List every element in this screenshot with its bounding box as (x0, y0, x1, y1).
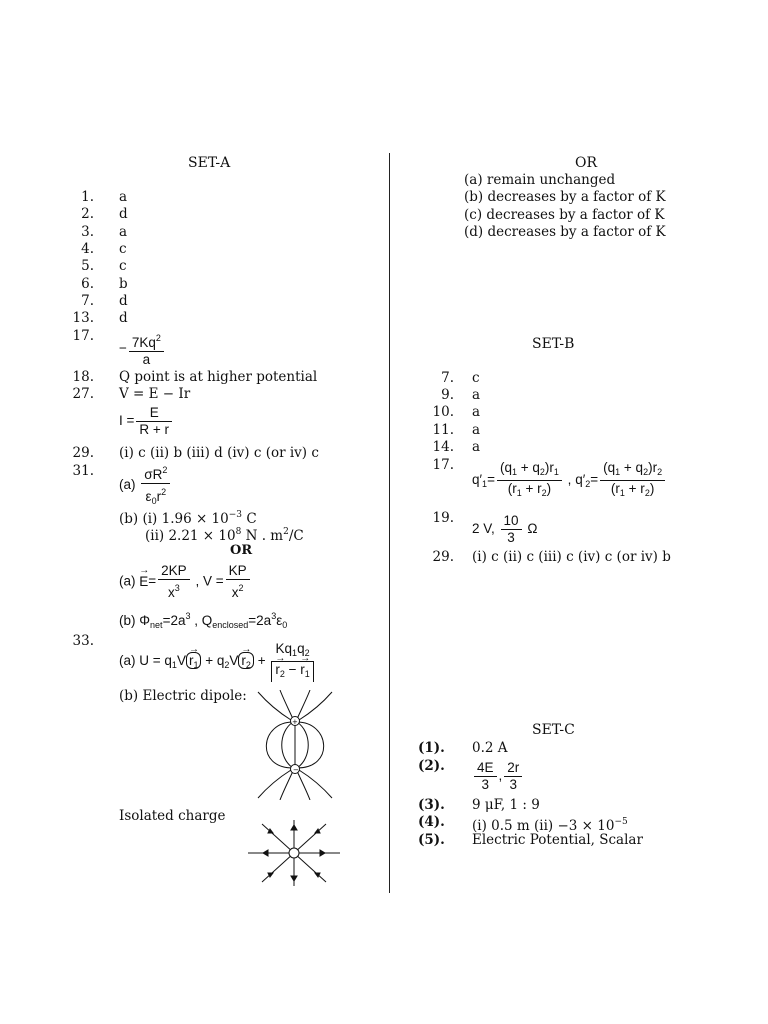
answer: c (472, 370, 480, 386)
answer: a (472, 404, 481, 420)
answer-formula-q31a: (a) $\frac{\sigma R^2}{\varepsilon_0r^2}$ (119, 462, 172, 509)
question-number: 33. (72, 633, 94, 649)
option-a: (a) remain unchanged (464, 172, 616, 188)
question-number: 7. (81, 293, 94, 309)
answer: c (119, 258, 127, 274)
answer-text: (i) c (ii) b (iii) d (iv) c (or iv) c (119, 445, 319, 461)
item-number: (1). (418, 740, 445, 756)
answer-formula-q31-or-b: (b) $\Phi_{net}=2a^3$ , $Q_{enclosed}=2a^3\varepsilon_0$ (119, 611, 288, 630)
answer-text: Electric Potential, Scalar (472, 832, 643, 848)
isolated-charge-diagram (248, 820, 340, 886)
answer: d (119, 206, 128, 222)
answer: a (119, 224, 128, 240)
question-number: 31. (72, 463, 94, 479)
item-number: (5). (418, 832, 445, 848)
set-a-title: SET-A (188, 155, 231, 171)
answer: c (119, 241, 127, 257)
answer-formula-setb-q17: $q'_1=$ $\frac{(q_1 + q_2)r_1}{(r_1 + r_2)}$ , $q'_2=$ $\frac{(q_1 + q_2)r_2}{(r_1 + r_2)}$ (472, 460, 667, 501)
answer-text: (i) 0.5 m $(ii) -3 \times 10^{-5}$ (472, 817, 628, 834)
question-number: 5. (81, 258, 94, 274)
question-number: 10. (432, 404, 454, 420)
question-number: 19. (432, 510, 454, 526)
question-number: 29. (72, 445, 94, 461)
answer: a (472, 439, 481, 455)
answer-formula-setc-2: $\frac{4E}{3}$ , $\frac{2r}{3}$ (472, 760, 524, 793)
answer-q31b-i: (b) (i) $1.96 \times 10^{-3}$ C (119, 510, 257, 527)
question-number: 17. (432, 457, 454, 473)
item-number: (4). (418, 814, 445, 830)
answer-text: 0.2 A (472, 740, 508, 756)
answer-formula-q27-line2: I = $\frac{E}{R + r}$ (119, 405, 174, 438)
answer-q33b-label: (b) Electric dipole: (119, 688, 247, 704)
or-label: OR (230, 543, 253, 558)
answer-formula-q33a: (a) $U = q_1V\to r_1 + q_2V\to r_2$ + $Kq_1q_2$ → $r_2$ − → $r_1$ (119, 641, 316, 682)
option-b: (b) decreases by a factor of K (464, 189, 666, 205)
question-number: 29. (432, 549, 454, 565)
svg-text:−: − (293, 766, 299, 774)
answer-formula-q27-line1: V = E − Ir (119, 386, 191, 402)
option-d: (d) decreases by a factor of K (464, 224, 666, 240)
question-number: 1. (81, 189, 94, 205)
fraction: $\frac{7Kq^2}{a}$ (129, 330, 164, 368)
answer-formula-setb-q19: 2 V, $\frac{10}{3}$ Ω (472, 513, 538, 545)
answer: d (119, 293, 128, 309)
answer-text: Q point is at higher potential (119, 369, 318, 385)
column-divider (389, 153, 390, 893)
isolated-charge-label: Isolated charge (119, 808, 226, 824)
question-number: 27. (72, 386, 94, 402)
question-number: 7. (441, 370, 454, 386)
or-title: OR (575, 155, 598, 171)
question-number: 9. (441, 387, 454, 403)
question-number: 6. (81, 276, 94, 292)
answer: b (119, 276, 128, 292)
answer-formula-q17: − $\frac{7Kq^2}{a}$ (119, 330, 166, 368)
answer: a (472, 422, 481, 438)
answer-formula-q31-or-a: (a) → E= $\frac{2KP}{x^3}$ , V = $\frac{KP}{x^2}$ (119, 563, 252, 601)
question-number: 14. (432, 439, 454, 455)
question-number: 3. (81, 224, 94, 240)
question-number: 17. (72, 328, 94, 344)
answer-text: (i) c (ii) c (iii) c (iv) c (or iv) b (472, 549, 671, 565)
item-number: (2). (418, 758, 445, 774)
answer: d (119, 310, 128, 326)
answer-text: 9 μF, 1 : 9 (472, 797, 540, 813)
svg-text:+: + (292, 718, 298, 726)
option-c: (c) decreases by a factor of K (464, 207, 665, 223)
question-number: 4. (81, 241, 94, 257)
answer: a (119, 189, 128, 205)
set-c-title: SET-C (532, 722, 575, 738)
question-number: 18. (72, 369, 94, 385)
question-number: 2. (81, 206, 94, 222)
answer-q31b-ii: (ii) $2.21 \times 10^8$ N . $m^2/C$ (145, 527, 304, 544)
question-number: 11. (432, 422, 454, 438)
question-number: 13. (72, 310, 94, 326)
dipole-field-diagram (250, 690, 340, 800)
set-b-title: SET-B (532, 336, 575, 352)
item-number: (3). (418, 797, 445, 813)
answer: a (472, 387, 481, 403)
